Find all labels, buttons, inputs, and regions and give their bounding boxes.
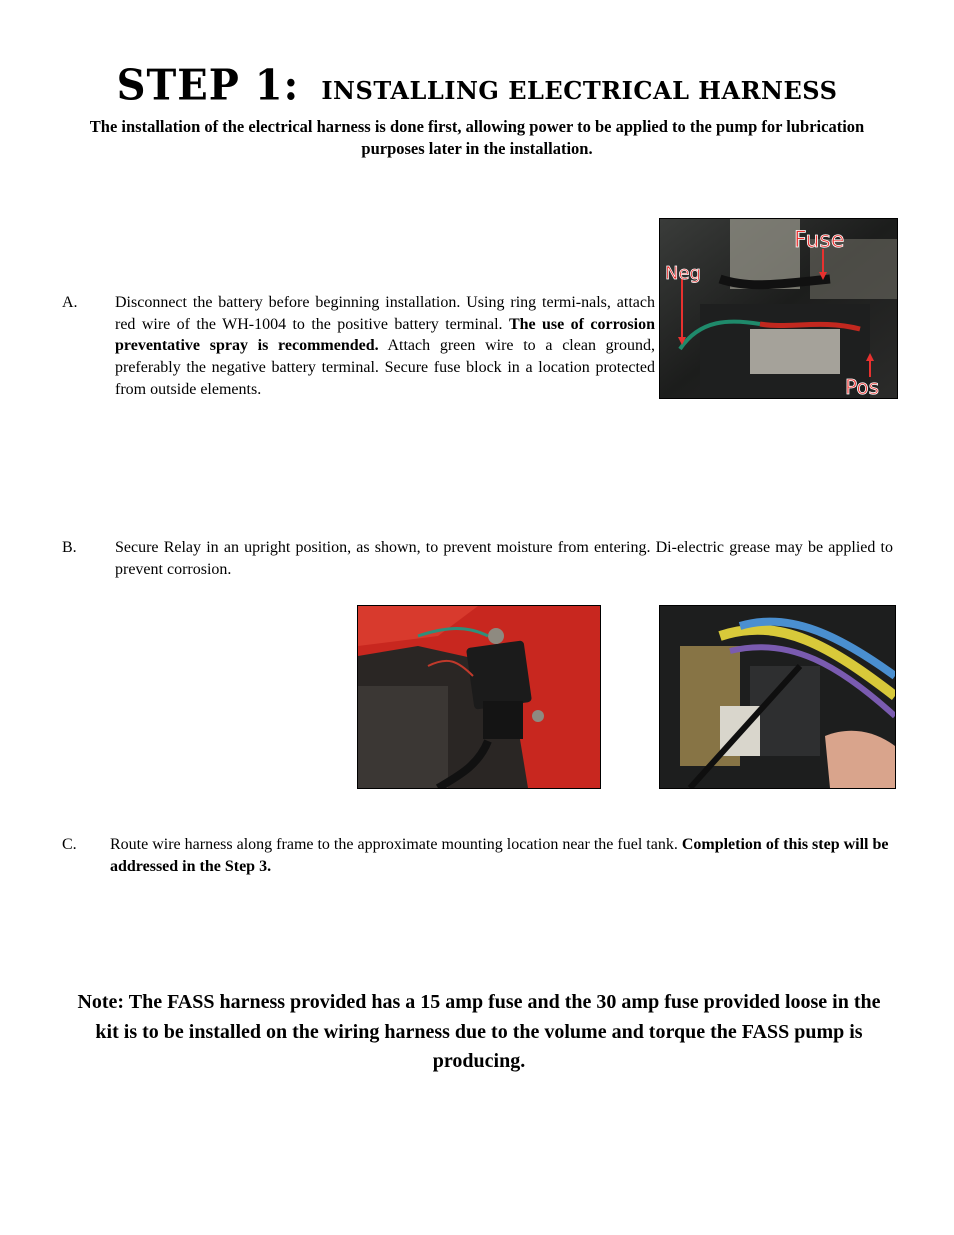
relay-photo [357, 605, 601, 789]
step-c-text [110, 834, 893, 877]
step-b-text: Secure Relay in an upright position, as shown, to prevent moisture from entering. Di-electric grease may be applied to prevent corrosion. [115, 539, 893, 578]
step-a-text-2: Attach green wire to a clean ground, preferably the negative battery terminal. Secure fuse block in a location protected from outside elements. [115, 337, 656, 398]
step-a-bold: The use of corrosion preventative spray is recommended. [115, 315, 656, 355]
engine-bay-photo [659, 605, 896, 789]
step-c-marker: C. [62, 836, 77, 853]
step-a-marker: A. [62, 294, 78, 311]
fuse-label: Fuse [794, 228, 845, 253]
fuse-note: Note: The FASS harness provided has a 15 amp fuse and the 30 amp fuse provided loose in the kit is to be installed on the wiring harness due to the volume and torque the FASS pump is producing. [77, 991, 881, 1072]
page-title [0, 62, 954, 109]
step-c-text-1: Route wire harness along frame to the approximate mounting location near the fuel tank. [110, 836, 682, 853]
neg-label: Neg [665, 263, 701, 284]
step-a-text-1: Disconnect the battery before beginning installation. Using ring termi-nals, attach red wire of the WH-1004 to the positive battery terminal. [115, 294, 655, 333]
step-a-text [115, 292, 655, 401]
battery-photo [659, 218, 898, 399]
step-title: INSTALLING ELECTRICAL HARNESS [321, 76, 838, 105]
step-number: STEP 1: [116, 60, 300, 111]
intro-paragraph: The installation of the electrical harness is done first, allowing power to be applied to the pump for lubrication purposes later in the installation. [89, 117, 865, 158]
step-c-bold: Completion of this step will be addressed in the Step 3. [110, 836, 889, 875]
pos-label: Pos [845, 375, 880, 398]
step-b-marker: B. [62, 539, 77, 556]
